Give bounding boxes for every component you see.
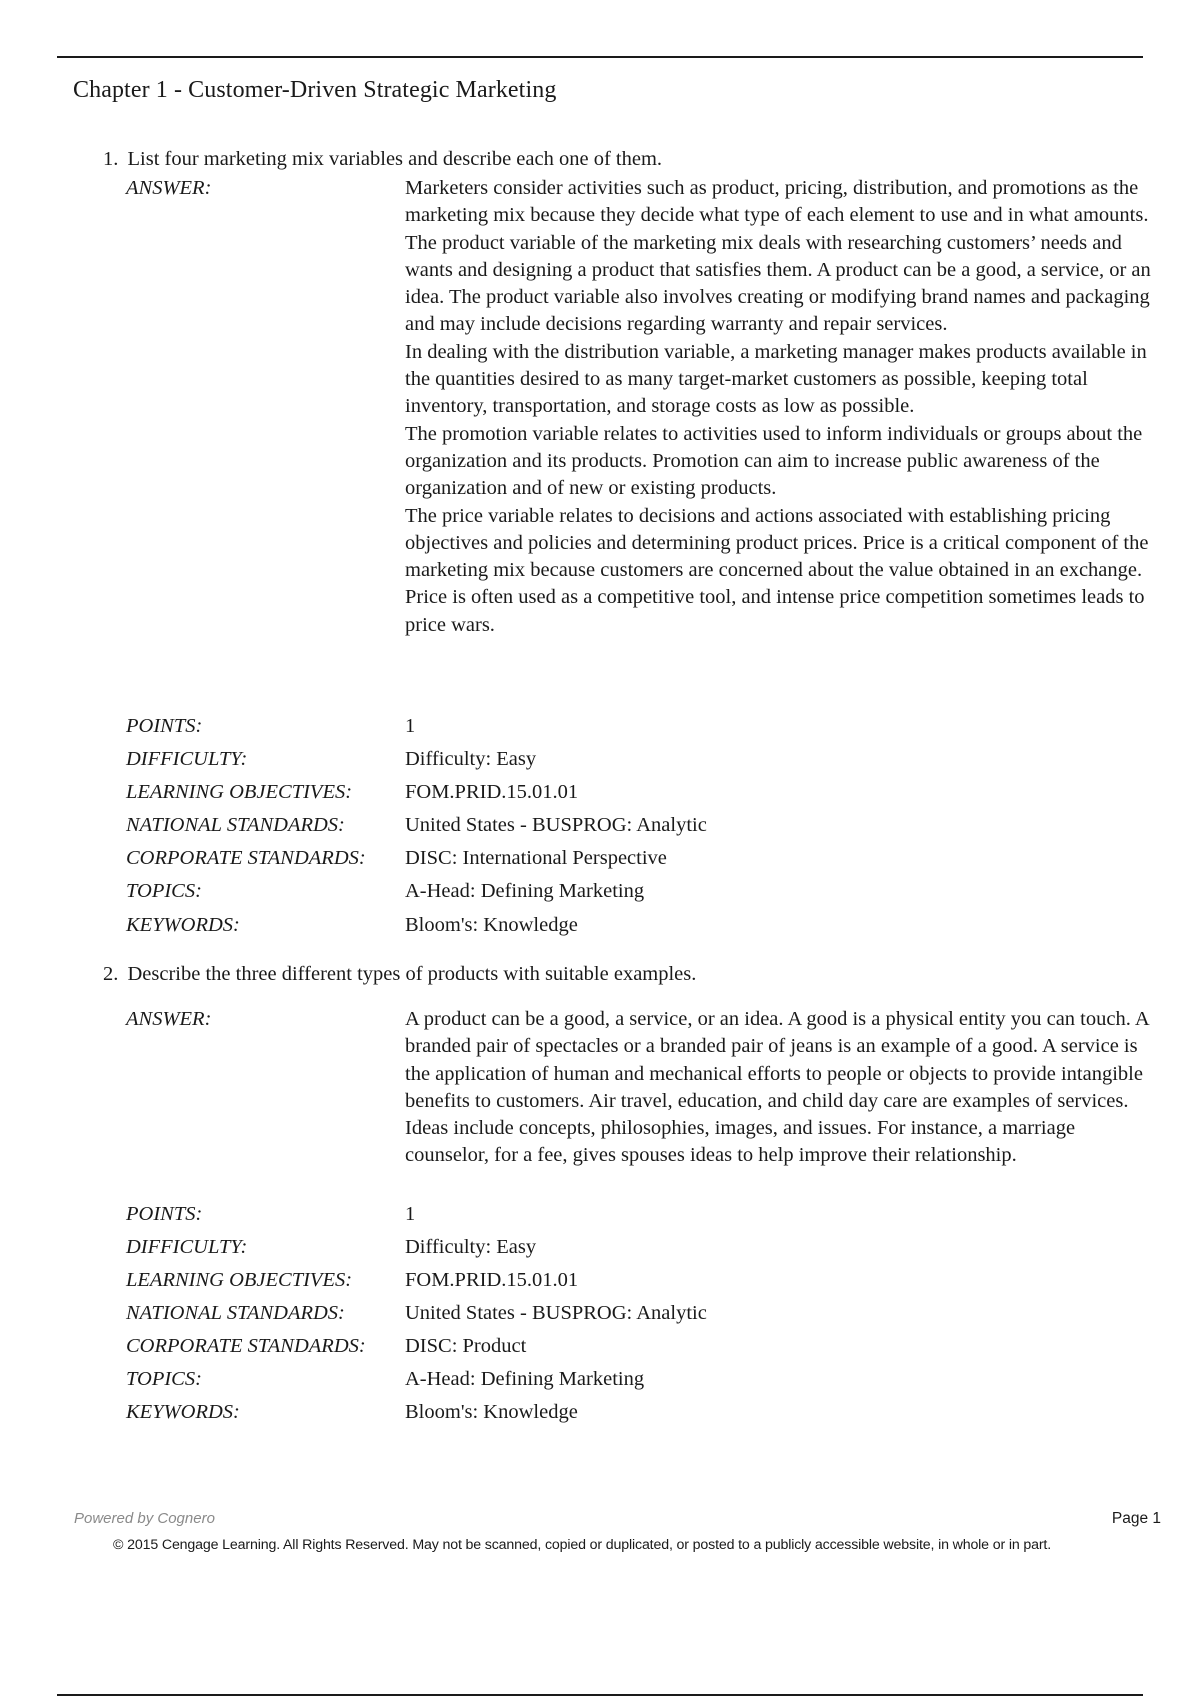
points-value: 1 — [405, 715, 416, 737]
points-label: POINTS: — [126, 715, 203, 737]
answer-paragraph: Marketers consider activities such as product, pricing, distribution, and promotions as the marketing mix because they decide what type of each element to use and in what amounts. — [405, 177, 1149, 227]
topics-label: TOPICS: — [126, 1368, 202, 1390]
learning-objectives-label: LEARNING OBJECTIVES: — [126, 1269, 353, 1291]
learning-objectives-label: LEARNING OBJECTIVES: — [126, 781, 353, 803]
answer-paragraph: In dealing with the distribution variable, a marketing manager makes products available in the quantities desired to as many target-market customers as possible, keeping total inventory, transportation, and storage costs as low as possible. — [405, 340, 1147, 418]
chapter-title: Chapter 1 - Customer-Driven Strategic Marketing — [73, 77, 557, 103]
corporate-standards-value: DISC: International Perspective — [405, 847, 667, 869]
difficulty-label: DIFFICULTY: — [126, 1236, 248, 1258]
answer-paragraph: The price variable relates to decisions and actions associated with establishing pricing objectives and policies and determining product prices. Price is a critical component of the marketing mix because customers are concerned about the value obtained in an exchange. Price is often used as a competitive tool, and intense price competition sometimes leads to price wars. — [405, 504, 1149, 636]
points-label: POINTS: — [126, 1203, 203, 1225]
question-2-prompt — [103, 960, 696, 988]
topics-label: TOPICS: — [126, 880, 202, 902]
question-2-text: Describe the three different types of products with suitable examples. — [127, 963, 697, 985]
learning-objectives-value: FOM.PRID.15.01.01 — [405, 781, 579, 803]
question-2-answer — [405, 1006, 1155, 1170]
corporate-standards-label: CORPORATE STANDARDS: — [126, 1335, 366, 1357]
keywords-value: Bloom's: Knowledge — [405, 914, 578, 936]
keywords-value: Bloom's: Knowledge — [405, 1401, 578, 1423]
difficulty-label: DIFFICULTY: — [126, 748, 248, 770]
topics-value: A-Head: Defining Marketing — [405, 880, 645, 902]
learning-objectives-value: FOM.PRID.15.01.01 — [405, 1269, 579, 1291]
topics-value: A-Head: Defining Marketing — [405, 1368, 645, 1390]
top-rule — [57, 56, 1143, 58]
answer-paragraph: The product variable of the marketing mix deals with researching customers’ needs and wants and designing a product that satisfies them. A product can be a good, a service, or an idea. The product variable also involves creating or modifying brand names and packaging and may include decisions regarding warranty and repair services. — [405, 231, 1151, 336]
keywords-label: KEYWORDS: — [126, 1401, 240, 1423]
national-standards-label: NATIONAL STANDARDS: — [126, 1302, 345, 1324]
answer-paragraph: A product can be a good, a service, or an idea. A good is a physical entity you can touch. A branded pair of spectacles or a branded pair of jeans is an example of a good. A service is the application of human and mechanical efforts to people or objects to provide intangible benefits to customers. Air travel, education, and child day care are examples of services. Ideas include concepts, philosophies, images, and issues. For instance, a marriage counselor, for a fee, gives spouses ideas to help improve their relationship. — [405, 1008, 1149, 1167]
difficulty-value: Difficulty: Easy — [405, 1236, 537, 1258]
national-standards-value: United States - BUSPROG: Analytic — [405, 1302, 707, 1324]
question-1-number: 1. — [103, 148, 119, 170]
corporate-standards-value: DISC: Product — [405, 1335, 527, 1357]
question-1-text: List four marketing mix variables and describe each one of them. — [127, 148, 663, 170]
page-number: Page 1 — [1111, 1510, 1161, 1527]
copyright-notice: © 2015 Cengage Learning. All Rights Reserved. May not be scanned, copied or duplicated, or posted to a publicly accessible website, in whole or in part. — [113, 1537, 1051, 1553]
question-2-number: 2. — [103, 963, 119, 985]
question-1-prompt — [103, 145, 662, 173]
points-value: 1 — [405, 1203, 416, 1225]
national-standards-value: United States - BUSPROG: Analytic — [405, 814, 707, 836]
keywords-label: KEYWORDS: — [126, 914, 240, 936]
answer-label: ANSWER: — [126, 1008, 212, 1030]
national-standards-label: NATIONAL STANDARDS: — [126, 814, 345, 836]
corporate-standards-label: CORPORATE STANDARDS: — [126, 847, 366, 869]
answer-label: ANSWER: — [126, 177, 212, 199]
difficulty-value: Difficulty: Easy — [405, 748, 537, 770]
answer-paragraph: The promotion variable relates to activities used to inform individuals or groups about the organization and its products. Promotion can aim to increase public awareness of the organization and of new or existing products. — [405, 422, 1143, 500]
question-1-answer — [405, 175, 1155, 639]
powered-by-label: Powered by Cognero — [74, 1510, 215, 1527]
bottom-rule — [57, 1694, 1143, 1696]
